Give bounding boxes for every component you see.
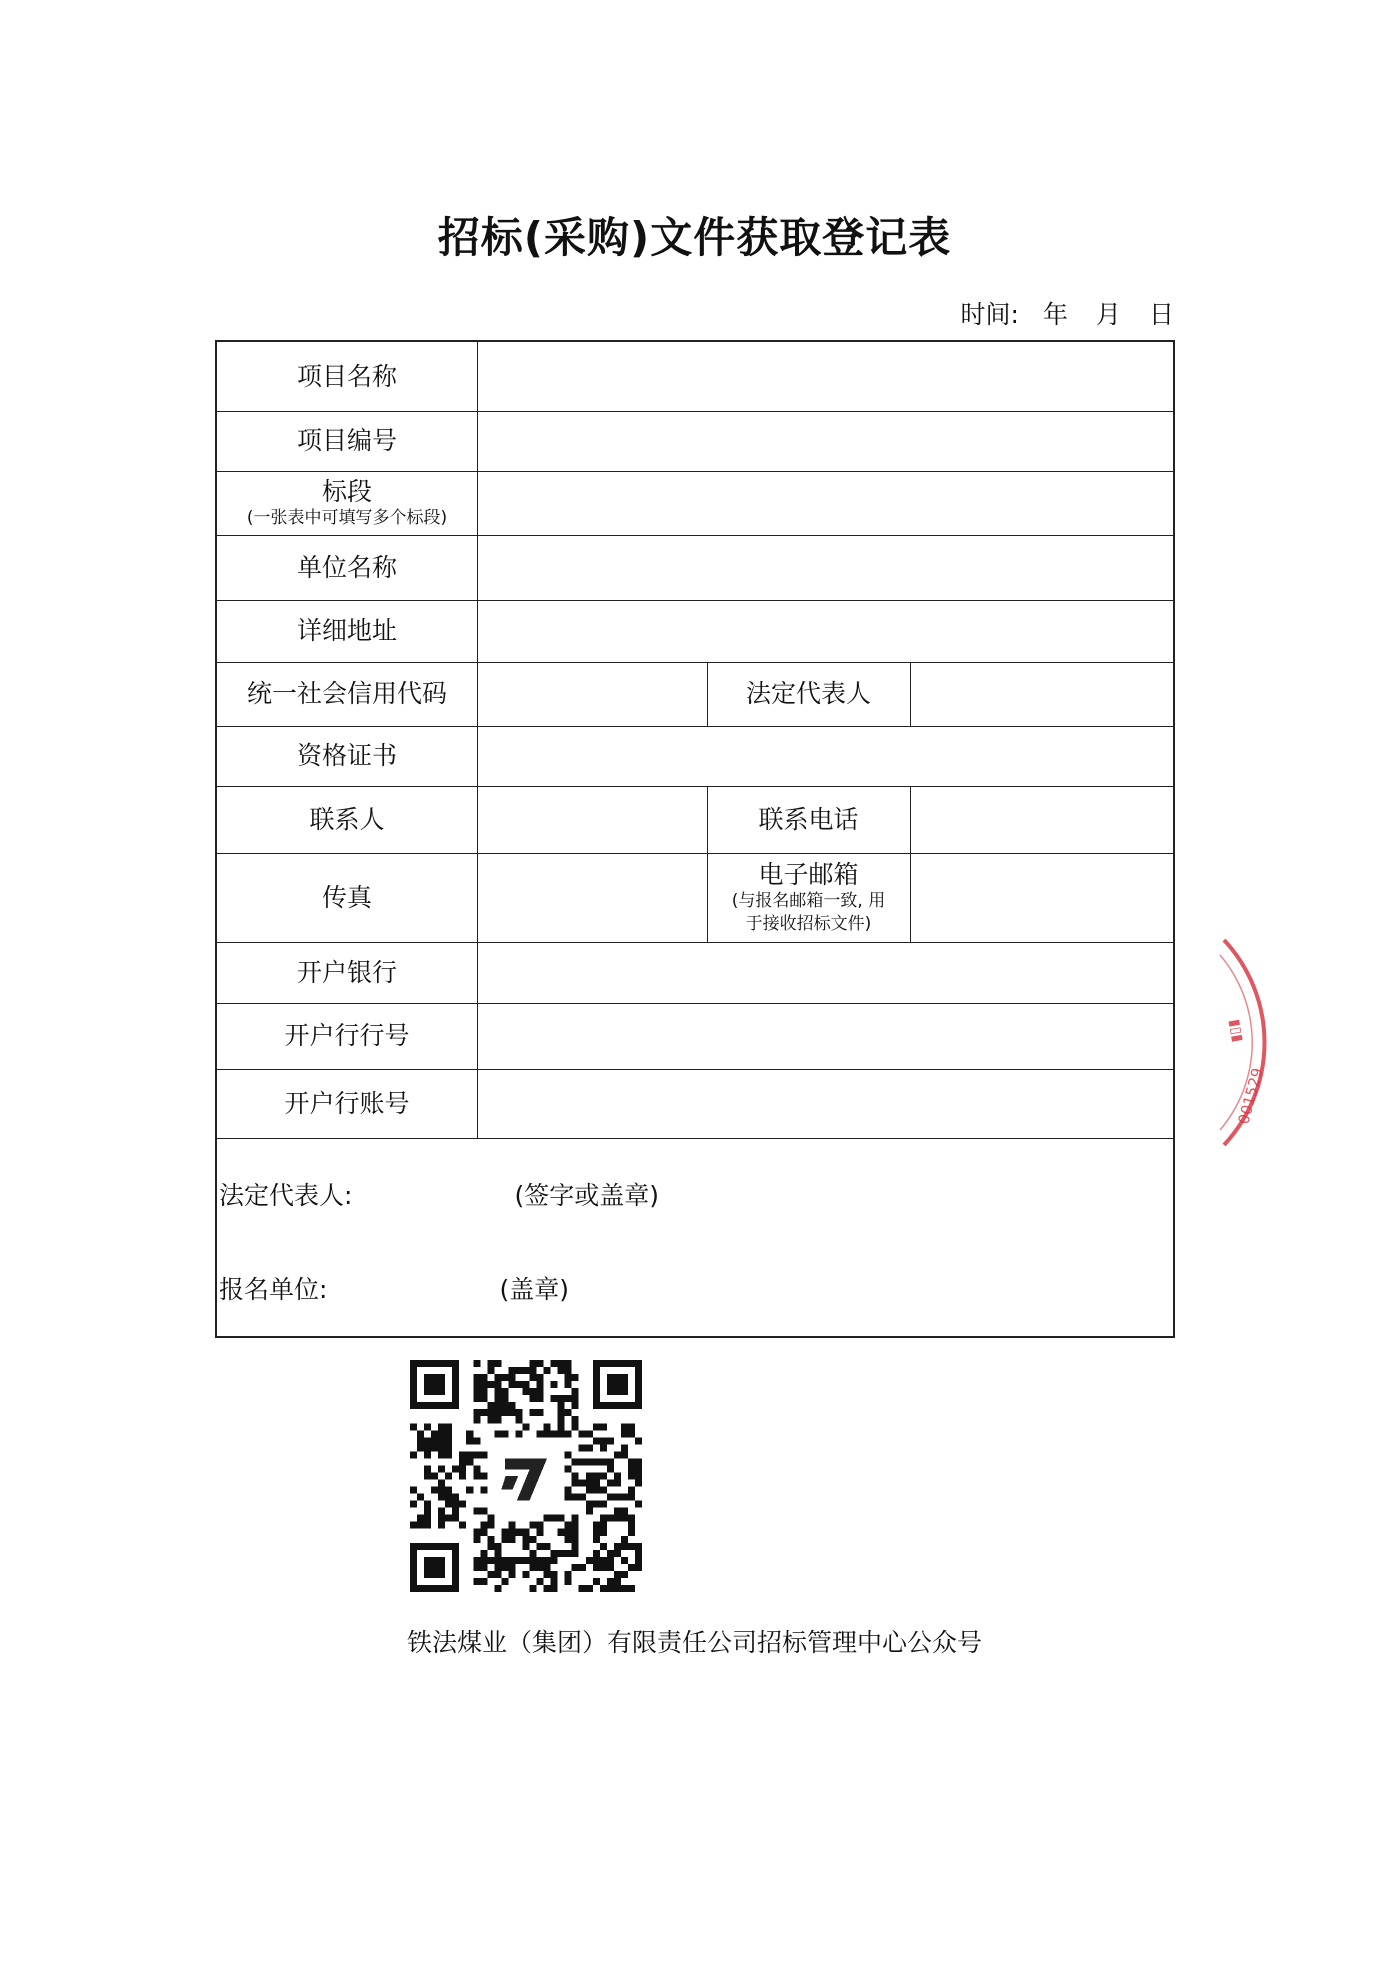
label-section-note: (一张表中可填写多个标段) xyxy=(246,508,448,529)
date-year: 年 xyxy=(1042,300,1068,329)
signature-legal-rep xyxy=(219,1176,659,1212)
date-day: 日 xyxy=(1148,300,1174,329)
label-fax-text: 传真 xyxy=(321,882,372,912)
label-credit-code-text: 统一社会信用代码 xyxy=(246,679,447,709)
field-project-name xyxy=(479,342,1175,411)
signature-legal-rep-label: 法定代表人: xyxy=(219,1181,353,1210)
label-email-note-1: (与报名邮箱一致, 用 xyxy=(731,891,886,912)
label-address-text: 详细地址 xyxy=(296,616,397,646)
signature-unit-label: 报名单位: xyxy=(219,1275,328,1304)
label-project-number-text: 项目编号 xyxy=(296,426,397,456)
label-phone xyxy=(707,786,910,853)
label-bank-text: 开户银行 xyxy=(296,957,397,987)
field-unit-name xyxy=(479,535,1175,600)
label-email xyxy=(707,853,910,942)
field-project-number xyxy=(479,411,1175,471)
field-contact xyxy=(479,786,707,853)
field-qualification xyxy=(479,726,1175,786)
label-email-text: 电子邮箱 xyxy=(758,859,859,889)
stamp-number: 001529 xyxy=(1234,1066,1267,1127)
qr-code xyxy=(410,1360,642,1592)
field-phone xyxy=(912,786,1175,853)
label-email-note-2: 于接收招标文件) xyxy=(745,914,872,935)
label-project-number xyxy=(217,411,477,471)
label-bank-account xyxy=(217,1069,477,1138)
field-section xyxy=(479,471,1175,535)
label-address xyxy=(217,600,477,662)
svg-text:▮▯▮: ▮▯▮ xyxy=(1226,1017,1246,1044)
label-bank-code xyxy=(217,1003,477,1069)
label-bank xyxy=(217,942,477,1003)
label-qualification xyxy=(217,726,477,786)
label-fax xyxy=(217,853,477,942)
field-legal-rep xyxy=(912,662,1175,726)
field-email xyxy=(912,853,1175,942)
signature-legal-rep-hint: (签字或盖章) xyxy=(514,1181,659,1210)
label-legal-rep xyxy=(707,662,910,726)
qr-caption: 铁法煤业（集团）有限责任公司招标管理中心公众号 xyxy=(406,1628,982,1657)
field-address xyxy=(479,600,1175,662)
label-phone-text: 联系电话 xyxy=(758,804,859,834)
registration-form xyxy=(215,340,1175,1338)
label-unit-name-text: 单位名称 xyxy=(296,552,397,582)
red-seal-stamp xyxy=(1218,935,1288,1150)
label-contact xyxy=(217,786,477,853)
label-bank-account-text: 开户行账号 xyxy=(284,1088,410,1118)
label-project-name xyxy=(217,342,477,411)
field-bank xyxy=(479,942,1175,1003)
date-month: 月 xyxy=(1095,300,1121,329)
date-line xyxy=(961,295,1174,331)
label-section-text: 标段 xyxy=(321,476,372,506)
document-title: 招标(采购)文件获取登记表 xyxy=(437,213,952,262)
label-project-name-text: 项目名称 xyxy=(296,361,397,391)
label-credit-code xyxy=(217,662,477,726)
label-legal-rep-text: 法定代表人 xyxy=(745,679,871,709)
field-credit-code xyxy=(479,662,707,726)
label-contact-text: 联系人 xyxy=(309,804,385,834)
field-bank-code xyxy=(479,1003,1175,1069)
label-unit-name xyxy=(217,535,477,600)
label-section xyxy=(217,471,477,535)
signature-unit xyxy=(219,1270,569,1306)
field-bank-account xyxy=(479,1069,1175,1138)
label-qualification-text: 资格证书 xyxy=(296,741,397,771)
field-fax xyxy=(479,853,707,942)
label-bank-code-text: 开户行行号 xyxy=(284,1021,410,1051)
date-label: 时间: xyxy=(960,300,1019,329)
signature-unit-hint: (盖章) xyxy=(499,1275,569,1304)
